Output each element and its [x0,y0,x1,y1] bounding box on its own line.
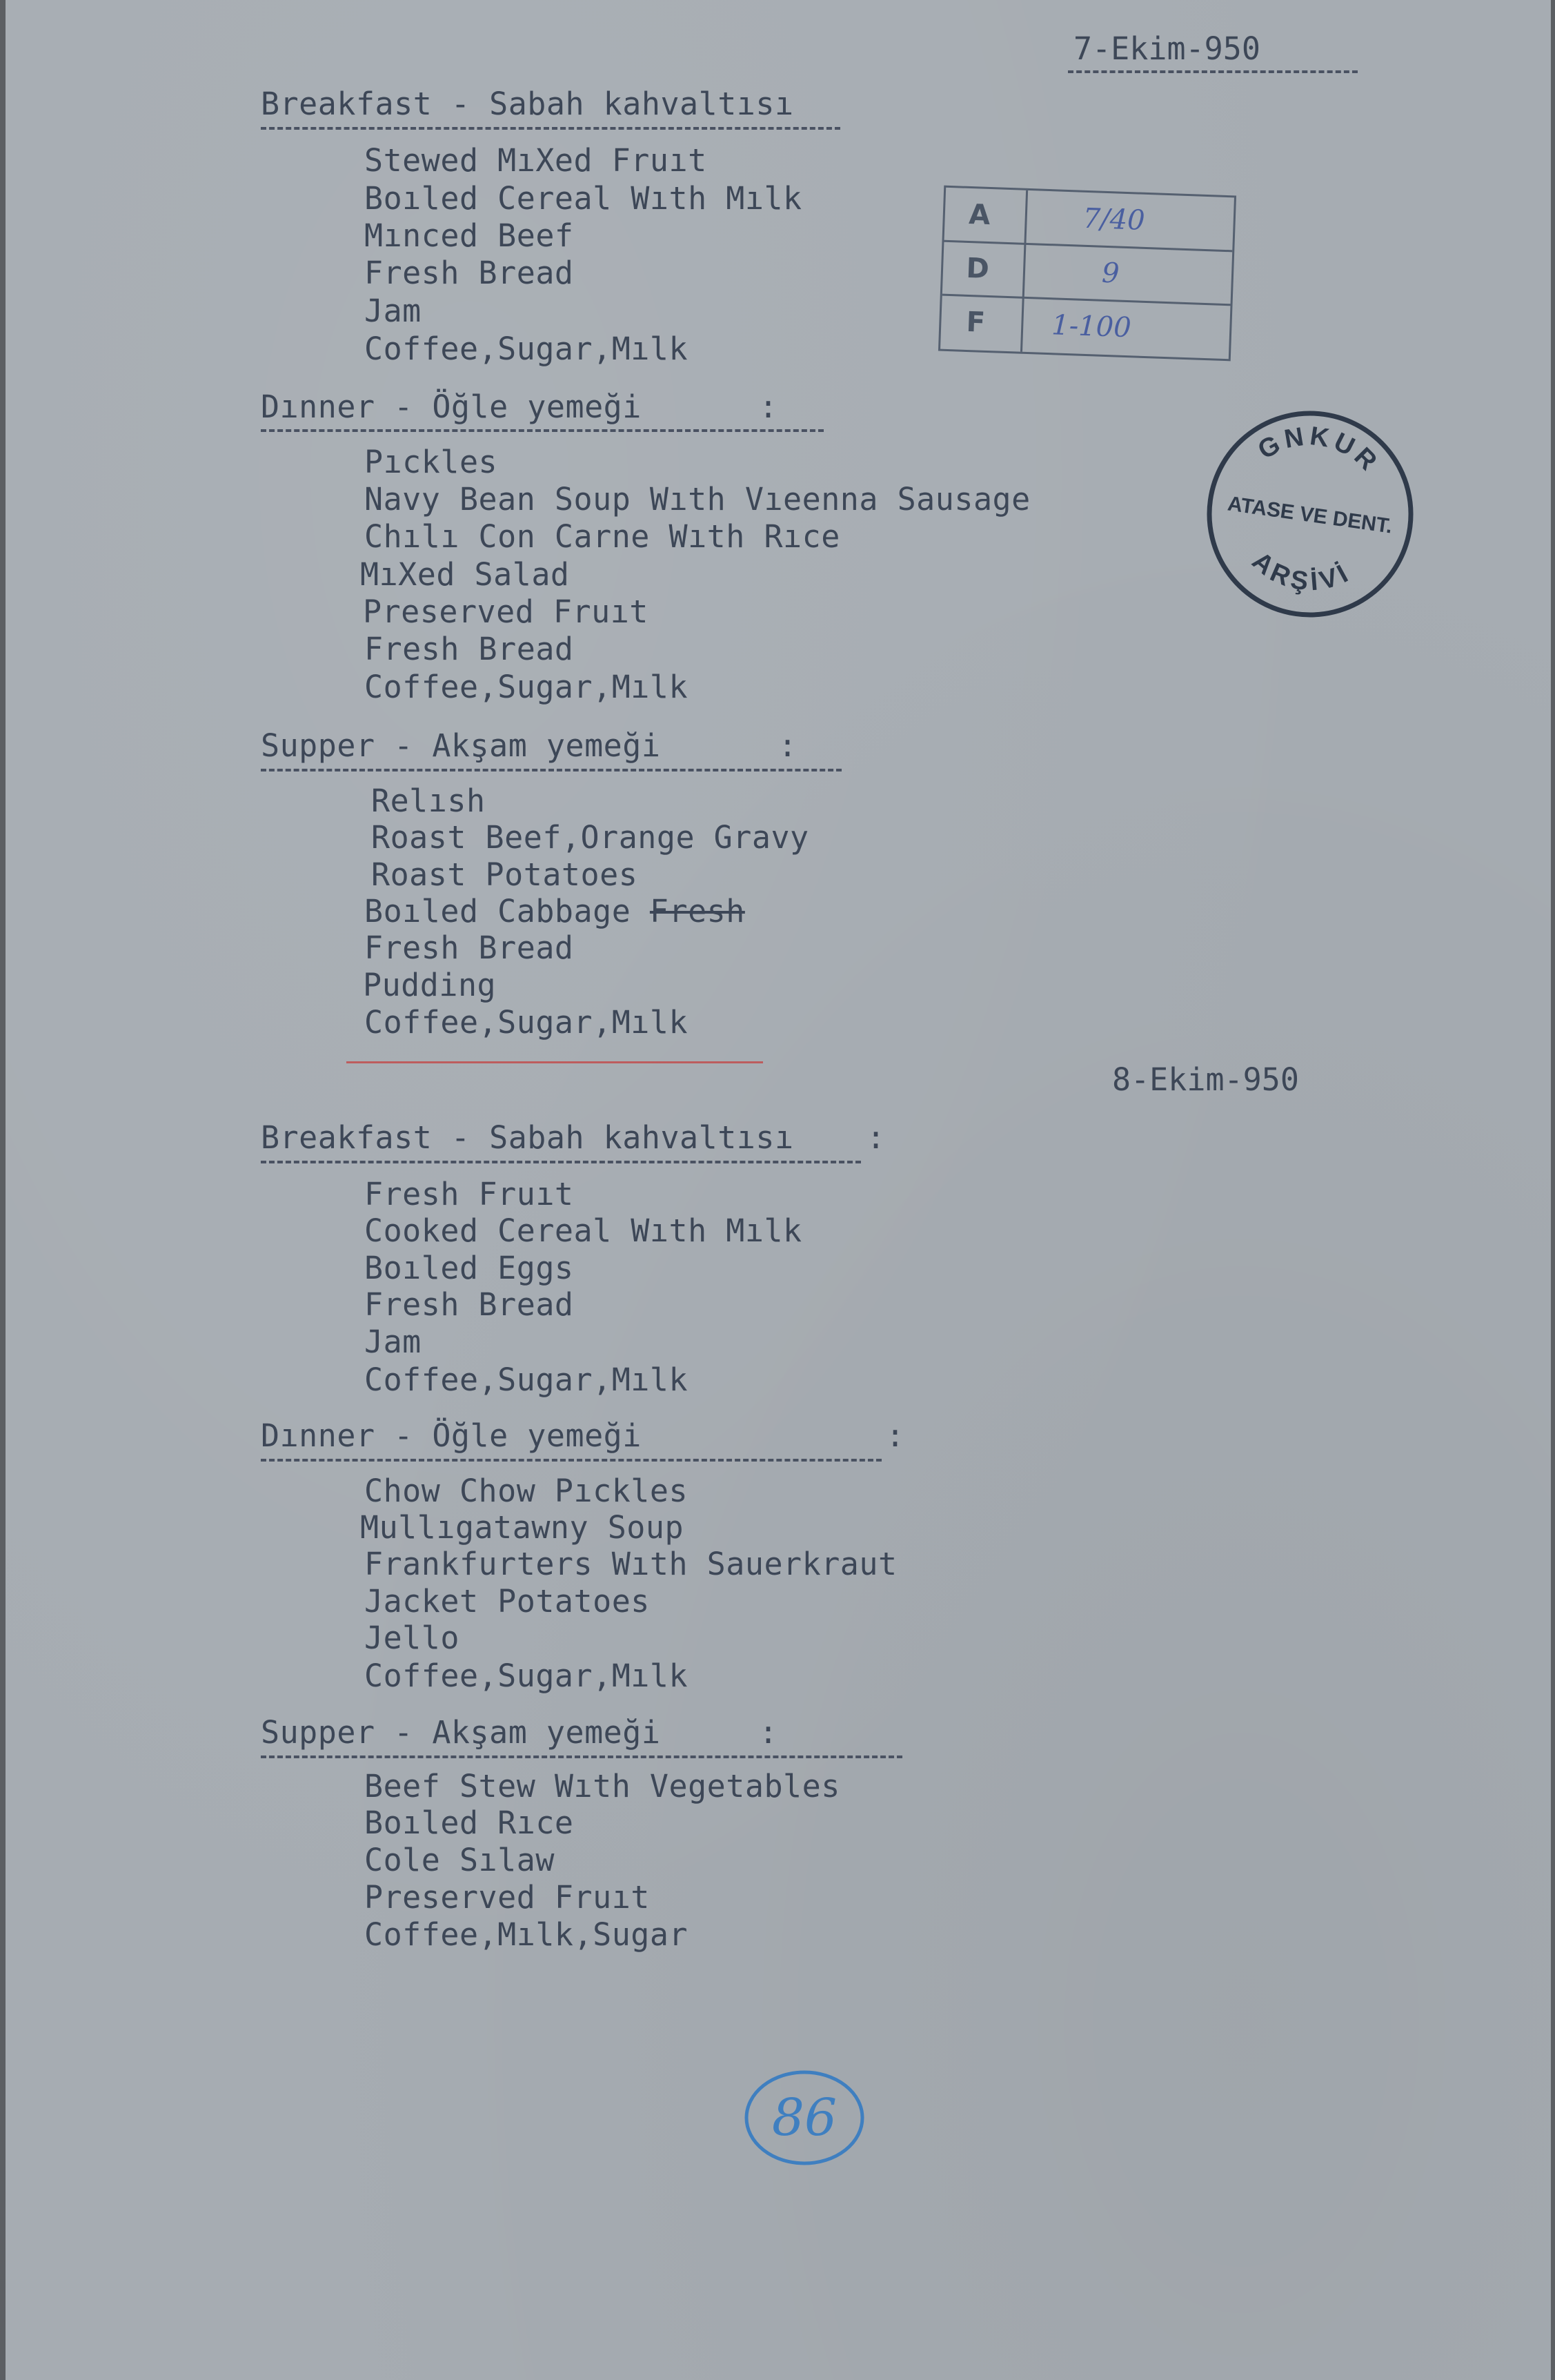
registry-stamp-box [938,186,1236,362]
list-item: Preserved Fruıt [363,593,648,630]
day1-supper-underline [261,769,842,771]
list-item: Fresh Bread [364,255,574,291]
list-item: Pudding [363,967,497,1003]
registry-letter: F [965,306,986,339]
list-item: Navy Bean Soup Wıth Vıeenna Sausage [364,481,1031,518]
day2-breakfast-colon: : [866,1119,886,1156]
list-item: Frankfurters Wıth Sauerkraut [364,1546,898,1582]
list-item: Stewed MıXed Fruıt [364,142,707,179]
page-number: 86 [771,2088,838,2147]
registry-value: 9 [1101,257,1120,290]
list-item: Coffee,Sugar,Mılk [364,669,689,705]
registry-value: 1-100 [1051,309,1132,344]
list-item: Coffee,Sugar,Mılk [364,1361,689,1398]
day1-breakfast-heading: Breakfast - Sabah kahvaltısı [261,86,794,122]
list-item: Beef Stew Wıth Vegetables [364,1768,840,1804]
list-item: Boıled Rıce [364,1804,574,1841]
day2-breakfast-heading: Breakfast - Sabah kahvaltısı [261,1119,794,1156]
day1-dinner-heading: Dınner - Öğle yemeği [261,389,642,425]
list-item: Fresh Bread [364,930,574,966]
list-item: Jam [364,1324,422,1360]
struck-word: Fresh [649,893,745,930]
list-item: Relısh [371,783,486,819]
day2-supper-underline [261,1756,902,1758]
list-item: Preserved Fruıt [364,1879,650,1916]
day1-dinner-colon: : [759,389,778,425]
list-item [364,893,745,930]
list-item: Coffee,Sugar,Mılk [364,331,689,367]
stamp-bottom-text: ARŞİVİ [1246,546,1357,598]
day2-supper-colon: : [759,1714,778,1751]
list-item: Roast Beef,Orange Gravy [371,819,809,856]
page-number-circle [742,2066,866,2170]
registry-letter: A [968,198,991,232]
list-item: Cole Sılaw [364,1842,555,1878]
list-item: Chılı Con Carne Wıth Rıce [364,518,840,555]
list-item: Fresh Bread [364,631,574,667]
day2-dinner-colon: : [886,1417,905,1454]
archive-round-stamp [1189,393,1431,635]
list-item: Fresh Bread [364,1286,574,1323]
item-text: Boıled Cabbage [364,893,631,930]
stamp-middle-text: ATASE VE DENT. [1226,492,1394,538]
registry-row [940,295,1230,358]
registry-value: 7/40 [1082,202,1146,237]
date-1: 7-Ekim-950 [1073,30,1260,67]
day2-dinner-heading: Dınner - Öğle yemeği [261,1417,642,1454]
day1-dinner-underline [261,429,824,432]
day1-supper-colon: : [778,727,798,764]
day-separator-line [346,1061,763,1063]
list-item: Jam [364,293,422,329]
registry-letter: D [965,252,990,286]
stamp-top-text: GNKUR [1253,421,1385,480]
list-item: Jacket Potatoes [364,1583,650,1620]
date-1-underline [1068,70,1358,73]
day2-dinner-underline [261,1459,882,1462]
list-item: Mınced Beef [364,217,574,254]
document-page [6,0,1551,2380]
list-item: Coffee,Sugar,Mılk [364,1004,689,1041]
list-item: Cooked Cereal Wıth Mılk [364,1212,802,1249]
list-item: Roast Potatoes [371,856,638,893]
day2-supper-heading: Supper - Akşam yemeği [261,1714,661,1751]
list-item: Jello [364,1620,459,1656]
list-item: MıXed Salad [360,556,570,593]
list-item: Boıled Eggs [364,1250,574,1286]
list-item: Coffee,Sugar,Mılk [364,1658,689,1694]
list-item: Mullıgatawny Soup [360,1509,684,1546]
list-item: Coffee,Mılk,Sugar [364,1916,689,1953]
date-2: 8-Ekim-950 [1112,1061,1299,1098]
list-item: Pıckles [364,444,498,480]
day1-breakfast-underline [261,127,840,130]
list-item: Boıled Cereal Wıth Mılk [364,180,802,217]
list-item: Fresh Fruıt [364,1176,574,1212]
day1-supper-heading: Supper - Akşam yemeği [261,727,661,764]
day2-breakfast-underline [261,1161,861,1163]
list-item: Chow Chow Pıckles [364,1473,689,1509]
